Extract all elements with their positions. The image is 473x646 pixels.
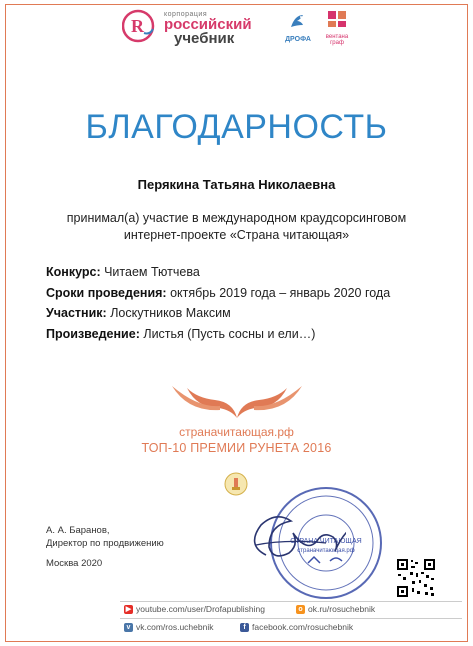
recipient-name: Перякина Татьяна Николаевна [137, 177, 336, 192]
ok-link[interactable]: o ok.ru/rosuchebnik [296, 604, 375, 614]
r-logo-icon [122, 9, 158, 43]
city-year: Москва 2020 [46, 558, 103, 569]
ventana-logo [320, 9, 354, 46]
certificate-fields [46, 262, 446, 344]
brand-line2: учебник [174, 30, 235, 47]
vk-icon: v [124, 623, 133, 632]
footer-divider-1 [120, 601, 462, 602]
facebook-link[interactable]: f facebook.com/rosuchebnik [240, 622, 353, 632]
facebook-icon: f [240, 623, 249, 632]
ventana-label-2: граф [330, 40, 344, 46]
project-site: страначитающая.рф [179, 425, 294, 439]
drofa-label: ДРОФА [285, 36, 311, 43]
ok-icon: o [296, 605, 305, 614]
qr-code-icon [396, 558, 436, 598]
field-dates: Сроки проведения: октябрь 2019 года – январь 2020 года [46, 285, 391, 300]
signer-title: Директор по продвижению [46, 538, 164, 549]
drofa-logo [282, 11, 314, 43]
stamp-line2: страначитающая.рф [297, 548, 355, 554]
award-label: ТОП-10 ПРЕМИИ РУНЕТА 2016 [141, 441, 332, 455]
signer-name: А. А. Баранов, [46, 525, 110, 536]
ventana-graf-icon [326, 9, 348, 29]
field-participant: Участник: Лоскутников Максим [46, 306, 231, 320]
award-medal-icon [224, 472, 248, 496]
field-work: Произведение: Листья (Пусть сосны и ели…) [46, 326, 316, 341]
participation-description: принимал(а) участие в международном краудсорсинговом интернет-проекте «Страна читающая» [66, 211, 407, 242]
ornament-divider-icon [170, 378, 304, 422]
signer-block [46, 524, 164, 550]
signature-icon [236, 505, 346, 575]
brand-line1: российский [164, 16, 252, 33]
drofa-bird-icon [287, 11, 309, 31]
header-logos [122, 9, 354, 47]
youtube-link[interactable]: ▶ youtube.com/user/Drofapublishing [125, 604, 265, 614]
stamp-line1: СТРАНА ЧИТАЮЩАЯ [290, 538, 362, 545]
field-contest: Конкурс: Читаем Тютчева [46, 265, 200, 279]
corp-label: корпорация [164, 11, 208, 18]
ventana-label-1: вентана [325, 34, 349, 40]
footer-divider-2 [120, 618, 462, 619]
vk-link[interactable]: v vk.com/ros.uchebnik [124, 622, 213, 632]
youtube-icon: ▶ [125, 605, 132, 613]
certificate-title: БЛАГОДАРНОСТЬ [85, 108, 388, 146]
svg-text:R: R [131, 16, 144, 36]
